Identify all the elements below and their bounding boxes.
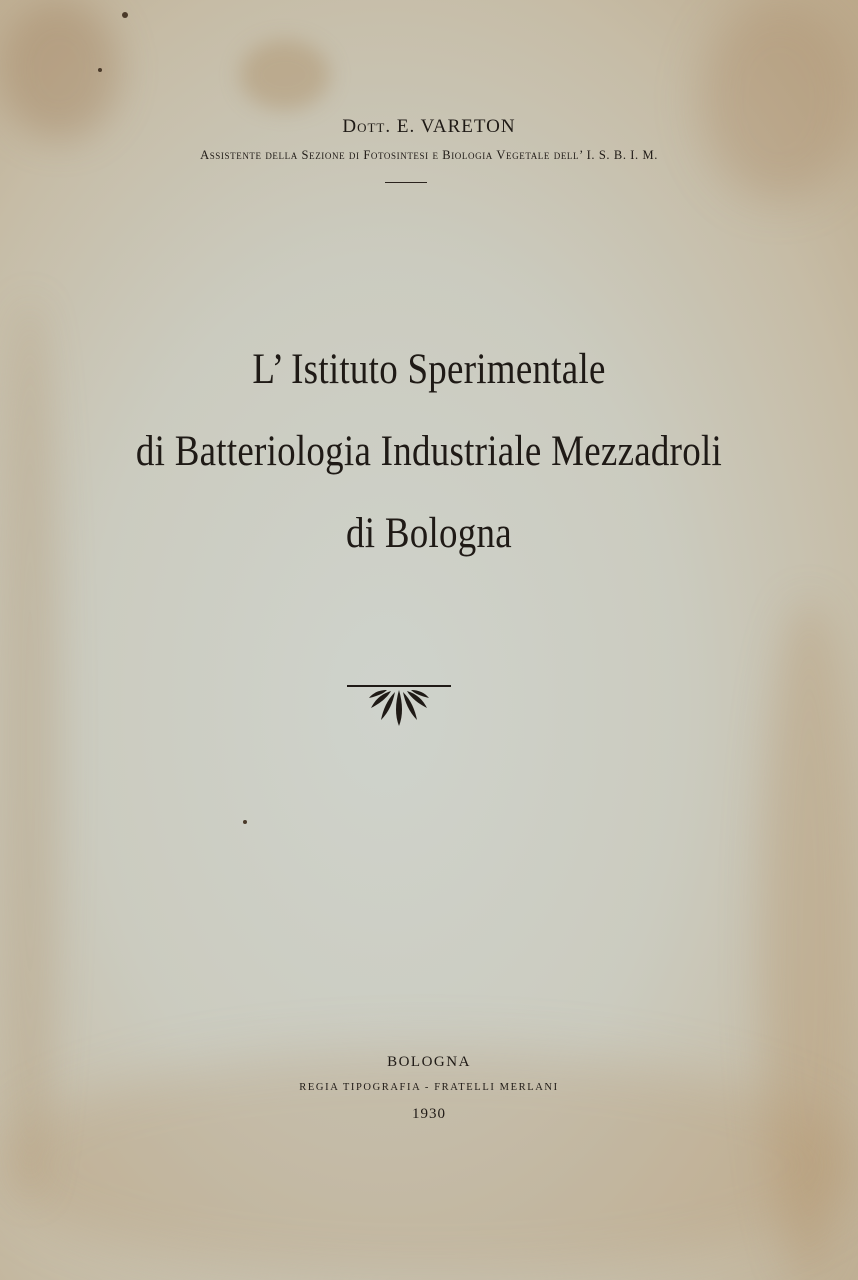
author-prefix: Dott. — [342, 116, 392, 137]
publication-year: 1930 — [412, 1106, 446, 1122]
author-affiliation: Assistente della Sezione di Fotosintesi e Biologia Vegetale dell’ I. S. B. I. M. — [200, 148, 658, 162]
publication-city: BOLOGNA — [387, 1054, 471, 1070]
fleuron-ornament-icon — [345, 680, 453, 732]
paper-speck — [98, 68, 102, 72]
paper-speck — [243, 820, 247, 824]
author-line — [0, 116, 858, 138]
printer-name: REGIA TIPOGRAFIA - FRATELLI MERLANI — [299, 1082, 559, 1093]
title-line-3: di Bologna — [346, 510, 512, 557]
title-line-2: di Batteriologia Industriale Mezzadroli — [135, 428, 723, 475]
paper-stain — [700, 0, 858, 200]
author-name: E. VARETON — [396, 116, 516, 137]
paper-stain — [240, 40, 330, 110]
divider-rule — [385, 182, 427, 183]
paper-speck — [122, 12, 128, 18]
title-line-1: L’ Istituto Sperimentale — [252, 346, 606, 393]
